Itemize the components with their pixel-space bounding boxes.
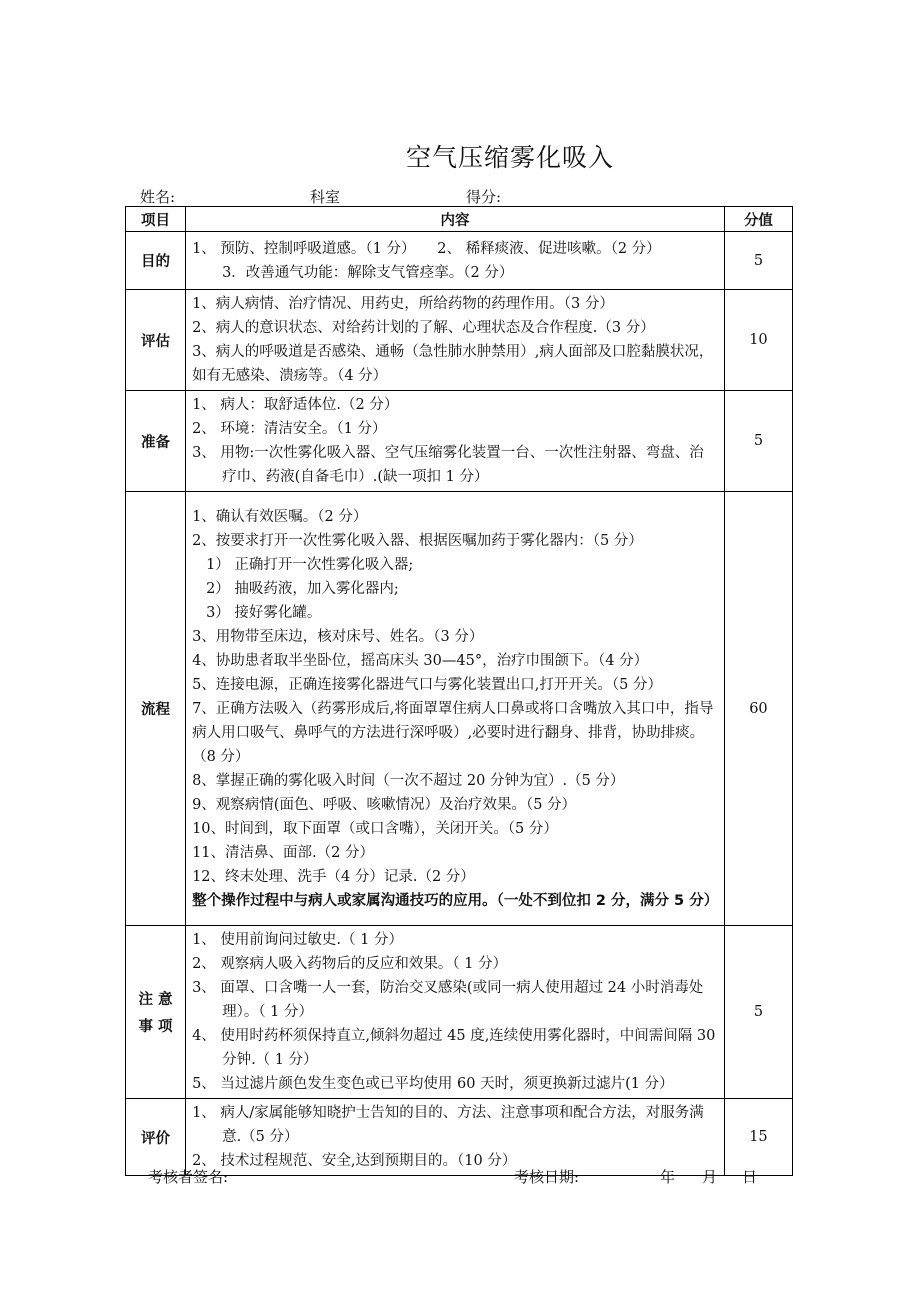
content-line: 2、按要求打开一次性雾化吸入器、根据医嘱加药于雾化器内：（5 分） [192, 532, 643, 549]
content-cell [186, 1099, 725, 1176]
score-label: 得分: [466, 188, 502, 206]
content-line: 3、病人的呼吸道是否感染、通畅（急性肺水肿禁用）,病人面部及口腔黏膜状况，如有无感染、溃疡等。（4 分） [192, 344, 714, 384]
content-line: 3） 接好雾化罐。 [206, 604, 322, 621]
score-cell: 5 [724, 232, 792, 290]
content-cell [186, 926, 725, 1099]
content-line: 7、正确方法吸入（药雾形成后,将面罩罩住病人口鼻或将口含嘴放入其口中，指导病人用口吸气、鼻呼气的方法进行深呼吸）,必要时进行翻身、排背，协助排痰。（8 分） [192, 700, 714, 765]
content-line: 4、 使用时药杯须保持直立,倾斜勿超过 45 度,连续使用雾化器时，中间需间隔 30 分钟.（ 1 分） [192, 1028, 716, 1068]
content-line-emphasis: 整个操作过程中与病人或家属沟通技巧的应用。（一处不到位扣 2 分，满分 5 分） [192, 892, 719, 909]
document-title: 空气压缩雾化吸入 [405, 143, 614, 172]
category-cell: 准备 [126, 391, 186, 492]
content-line: 1、病人病情、治疗情况、用药史，所给药物的药理作用。（3 分） [192, 296, 614, 312]
content-line: 1、 病人/家属能够知晓护士告知的目的、方法、注意事项和配合方法，对服务满意.（5 分） [192, 1105, 704, 1145]
header-score: 分值 [724, 207, 792, 232]
table-row-precautions [126, 926, 793, 1099]
examiner-signature-label: 考核者签名: [148, 1168, 229, 1186]
assessment-table [125, 206, 793, 1176]
month-label: 月 [702, 1168, 718, 1186]
exam-date-label: 考核日期: [514, 1168, 580, 1186]
table-row-assessment [126, 290, 793, 391]
category-cell: 评价 [126, 1099, 186, 1176]
score-cell: 10 [724, 290, 792, 391]
content-line: 3、用物带至床边，核对床号、姓名。（3 分） [192, 628, 484, 645]
content-line: 12、终末处理、洗手（4 分）记录.（2 分） [192, 868, 475, 885]
year-label: 年 [660, 1168, 676, 1186]
header-item: 项目 [126, 207, 186, 232]
category-cell: 评估 [126, 290, 186, 391]
content-cell [186, 391, 725, 492]
content-line: 3、 面罩、口含嘴一人一套，防治交叉感染(或同一病人使用超过 24 小时消毒处理）。（ 1 分） [192, 980, 704, 1020]
table-row-purpose [126, 232, 793, 290]
category-line: 事 项 [138, 1019, 173, 1035]
category-cell: 目的 [126, 232, 186, 290]
category-cell: 流程 [126, 492, 186, 926]
table-row-evaluation [126, 1099, 793, 1176]
content-cell [186, 232, 725, 290]
content-line: 2、 技术过程规范、安全,达到预期目的。（10 分） [192, 1153, 517, 1169]
content-line: 4、协助患者取半坐卧位，摇高床头 30—45°，治疗巾围颌下。（4 分） [192, 652, 649, 669]
category-line: 注 意 [138, 992, 173, 1008]
header-content: 内容 [186, 207, 725, 232]
score-cell: 15 [724, 1099, 792, 1176]
day-label: 日 [742, 1168, 758, 1186]
content-line: 2、 观察病人吸入药物后的反应和效果。（ 1 分） [192, 956, 508, 972]
content-line: 9、观察病情(面色、呼吸、咳嗽情况）及治疗效果。（5 分） [192, 796, 577, 813]
category-cell [126, 926, 186, 1099]
content-line: 1） 正确打开一次性雾化吸入器; [206, 556, 414, 573]
content-line: 10、时间到，取下面罩（或口含嘴），关闭开关。（5 分） [192, 820, 558, 837]
score-cell: 5 [724, 926, 792, 1099]
content-line: 2） 抽吸药液，加入雾化器内; [206, 580, 399, 597]
content-line: 5、连接电源，正确连接雾化器进气口与雾化装置出口,打开开关。（5 分） [192, 676, 662, 693]
table-row-preparation [126, 391, 793, 492]
content-line: 1、 使用前询问过敏史.（ 1 分） [192, 932, 403, 948]
name-label: 姓名: [140, 188, 176, 206]
content-line: 2、 环境：清洁安全。（1 分） [192, 421, 387, 437]
table-row-procedure [126, 492, 793, 926]
content-line: 8、掌握正确的雾化吸入时间（一次不超过 20 分钟为宜）.（5 分） [192, 772, 625, 789]
score-cell: 60 [724, 492, 792, 926]
content-line: 1、 预防、控制呼吸道感。（1 分） 2、 稀释痰液、促进咳嗽。（2 分） [192, 240, 661, 257]
content-line: 5、 当过滤片颜色发生变色或已平均使用 60 天时，须更换新过滤片(1 分） [192, 1076, 674, 1092]
content-line: 2、病人的意识状态、对给药计划的了解、心理状态及合作程度.（3 分） [192, 320, 655, 336]
dept-label: 科室 [310, 188, 341, 206]
score-cell: 5 [724, 391, 792, 492]
content-line: 11、清洁鼻、面部.（2 分） [192, 844, 374, 861]
content-cell [186, 492, 725, 926]
content-line: 1、确认有效医嘱。（2 分） [192, 508, 368, 525]
table-header-row [126, 207, 793, 232]
content-line: 1、 病人：取舒适体位.（2 分） [192, 397, 399, 413]
content-line: 3．改善通气功能：解除支气管痉挛。（2 分） [222, 264, 514, 281]
content-line: 3、 用物:一次性雾化吸入器、空气压缩雾化装置一台、一次性注射器、弯盘、治疗巾、药液(自备毛巾）.(缺一项扣 1 分） [192, 445, 704, 485]
content-cell [186, 290, 725, 391]
